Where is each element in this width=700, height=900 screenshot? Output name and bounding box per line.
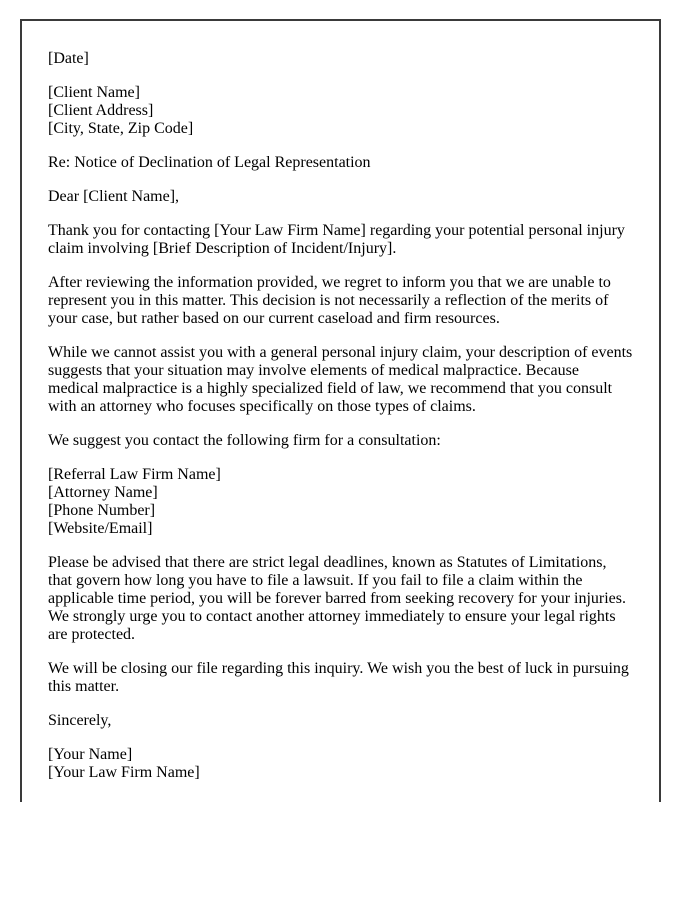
recipient-city-line: [City, State, Zip Code] bbox=[48, 120, 194, 137]
referral-firm-line: [Referral Law Firm Name] bbox=[48, 466, 221, 483]
subject-line: Re: Notice of Declination of Legal Representation bbox=[48, 154, 371, 171]
recipient-name-line: [Client Name] bbox=[48, 84, 140, 101]
signature-block bbox=[48, 746, 633, 782]
referral-contact-block bbox=[48, 466, 633, 538]
signature-firm-line: [Your Law Firm Name] bbox=[48, 764, 200, 781]
referral-attorney-line: [Attorney Name] bbox=[48, 484, 158, 501]
recipient-address-block bbox=[48, 84, 633, 138]
paragraph-statutes-of-limitations: Please be advised that there are strict legal deadlines, known as Statutes of Limitations, that govern how long you have to file a lawsuit. If you fail to file a claim within the applicable time period, you will be forever barred from seeking recovery for your injuries. We strongly urge you to contact another attorney immediately to ensure your legal rights are protected. bbox=[48, 554, 627, 643]
letter-date: [Date] bbox=[48, 50, 89, 67]
paragraph-suggest-contact: We suggest you contact the following firm for a consultation: bbox=[48, 432, 441, 449]
salutation: Dear [Client Name], bbox=[48, 188, 180, 205]
paragraph-closing-file: We will be closing our file regarding this inquiry. We wish you the best of luck in pursuing this matter. bbox=[48, 660, 629, 695]
recipient-address-line: [Client Address] bbox=[48, 102, 154, 119]
referral-phone-line: [Phone Number] bbox=[48, 502, 156, 519]
paragraph-malpractice-referral: While we cannot assist you with a general personal injury claim, your description of events suggests that your situation may involve elements of medical malpractice. Because medical malpractice is a highly specialized field of law, we recommend that you consult with an attorney who focuses specifically on those types of claims. bbox=[48, 344, 633, 415]
signature-name-line: [Your Name] bbox=[48, 746, 133, 763]
referral-website-line: [Website/Email] bbox=[48, 520, 153, 537]
closing-salutation: Sincerely, bbox=[48, 712, 112, 729]
letter-page bbox=[20, 19, 661, 802]
paragraph-declination: After reviewing the information provided, we regret to inform you that we are unable to represent you in this matter. This decision is not necessarily a reflection of the merits of your case, but rather based on our current caseload and firm resources. bbox=[48, 274, 611, 327]
paragraph-thank-you: Thank you for contacting [Your Law Firm Name] regarding your potential personal injury claim involving [Brief Description of Incident/Injury]. bbox=[48, 222, 625, 257]
